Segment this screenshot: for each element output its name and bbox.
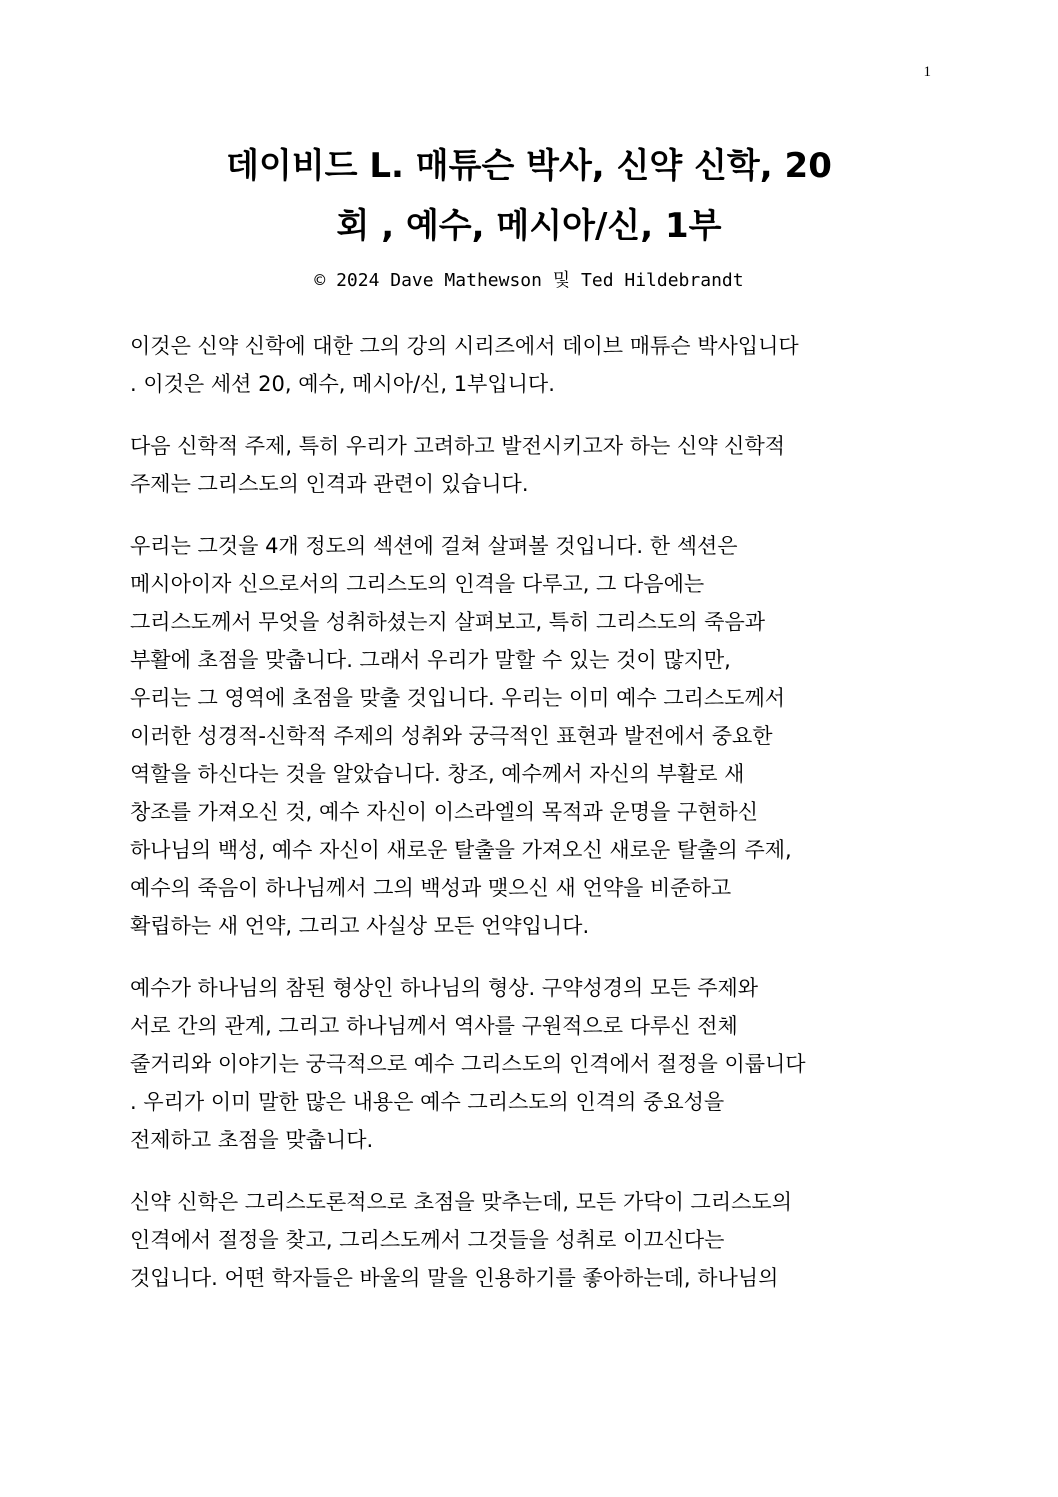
document-title [130, 136, 928, 256]
text-line: 역할을 하신다는 것을 알았습니다. 창조, 예수께서 자신의 부활로 새 [130, 762, 745, 786]
text-line: 서로 간의 관계, 그리고 하나님께서 역사를 구원적으로 다루신 전체 [130, 1014, 738, 1038]
text-line: 것입니다. 어떤 학자들은 바울의 말을 인용하기를 좋아하는데, 하나님의 [130, 1266, 779, 1290]
paragraph [130, 327, 930, 403]
text-line: 이것은 신약 신학에 대한 그의 강의 시리즈에서 데이브 매튜슨 박사입니다 [130, 334, 799, 358]
text-line: 확립하는 새 언약, 그리고 사실상 모든 언약입니다. [130, 914, 590, 938]
paragraph [130, 1183, 930, 1297]
text-line: 창조를 가져오신 것, 예수 자신이 이스라엘의 목적과 운명을 구현하신 [130, 800, 759, 824]
text-line: 다음 신학적 주제, 특히 우리가 고려하고 발전시키고자 하는 신약 신학적 [130, 434, 786, 458]
copyright-notice: © 2024 Dave Mathewson 및 Ted Hildebrandt [314, 270, 744, 291]
text-line: 우리는 그것을 4개 정도의 섹션에 걸쳐 살펴볼 것입니다. 한 섹션은 [130, 534, 738, 558]
text-line: 예수의 죽음이 하나님께서 그의 백성과 맺으신 새 언약을 비준하고 [130, 876, 732, 900]
text-line: . 이것은 세션 20, 예수, 메시아/신, 1부입니다. [130, 372, 555, 396]
text-line: 인격에서 절정을 찾고, 그리스도께서 그것들을 성취로 이끄신다는 [130, 1228, 725, 1252]
text-line: 신약 신학은 그리스도론적으로 초점을 맞추는데, 모든 가닥이 그리스도의 [130, 1190, 792, 1214]
text-line: . 우리가 이미 말한 많은 내용은 예수 그리스도의 인격의 중요성을 [130, 1090, 725, 1114]
text-line: 우리는 그 영역에 초점을 맞출 것입니다. 우리는 이미 예수 그리스도께서 [130, 686, 786, 710]
page-number: 1 [923, 64, 931, 80]
text-line: 부활에 초점을 맞춥니다. 그래서 우리가 말할 수 있는 것이 많지만, [130, 648, 731, 672]
text-line: 예수가 하나님의 참된 형상인 하나님의 형상. 구약성경의 모든 주제와 [130, 976, 759, 1000]
text-line: 전제하고 초점을 맞춥니다. [130, 1128, 374, 1152]
paragraph [130, 969, 930, 1159]
text-line: 이러한 성경적-신학적 주제의 성취와 궁극적인 표현과 발전에서 중요한 [130, 724, 773, 748]
text-line: 주제는 그리스도의 인격과 관련이 있습니다. [130, 472, 529, 496]
text-line: 메시아이자 신으로서의 그리스도의 인격을 다루고, 그 다음에는 [130, 572, 705, 596]
text-line: 하나님의 백성, 예수 자신이 새로운 탈출을 가져오신 새로운 탈출의 주제, [130, 838, 792, 862]
document-body [130, 327, 930, 1321]
text-line: 그리스도께서 무엇을 성취하셨는지 살펴보고, 특히 그리스도의 죽음과 [130, 610, 766, 634]
paragraph [130, 427, 930, 503]
title-line: 회 , 예수, 메시아/신, 1부 [336, 206, 722, 246]
paragraph [130, 527, 930, 945]
text-line: 줄거리와 이야기는 궁극적으로 예수 그리스도의 인격에서 절정을 이룹니다 [130, 1052, 806, 1076]
title-line: 데이비드 L. 매튜슨 박사, 신약 신학, 20 [226, 146, 832, 186]
